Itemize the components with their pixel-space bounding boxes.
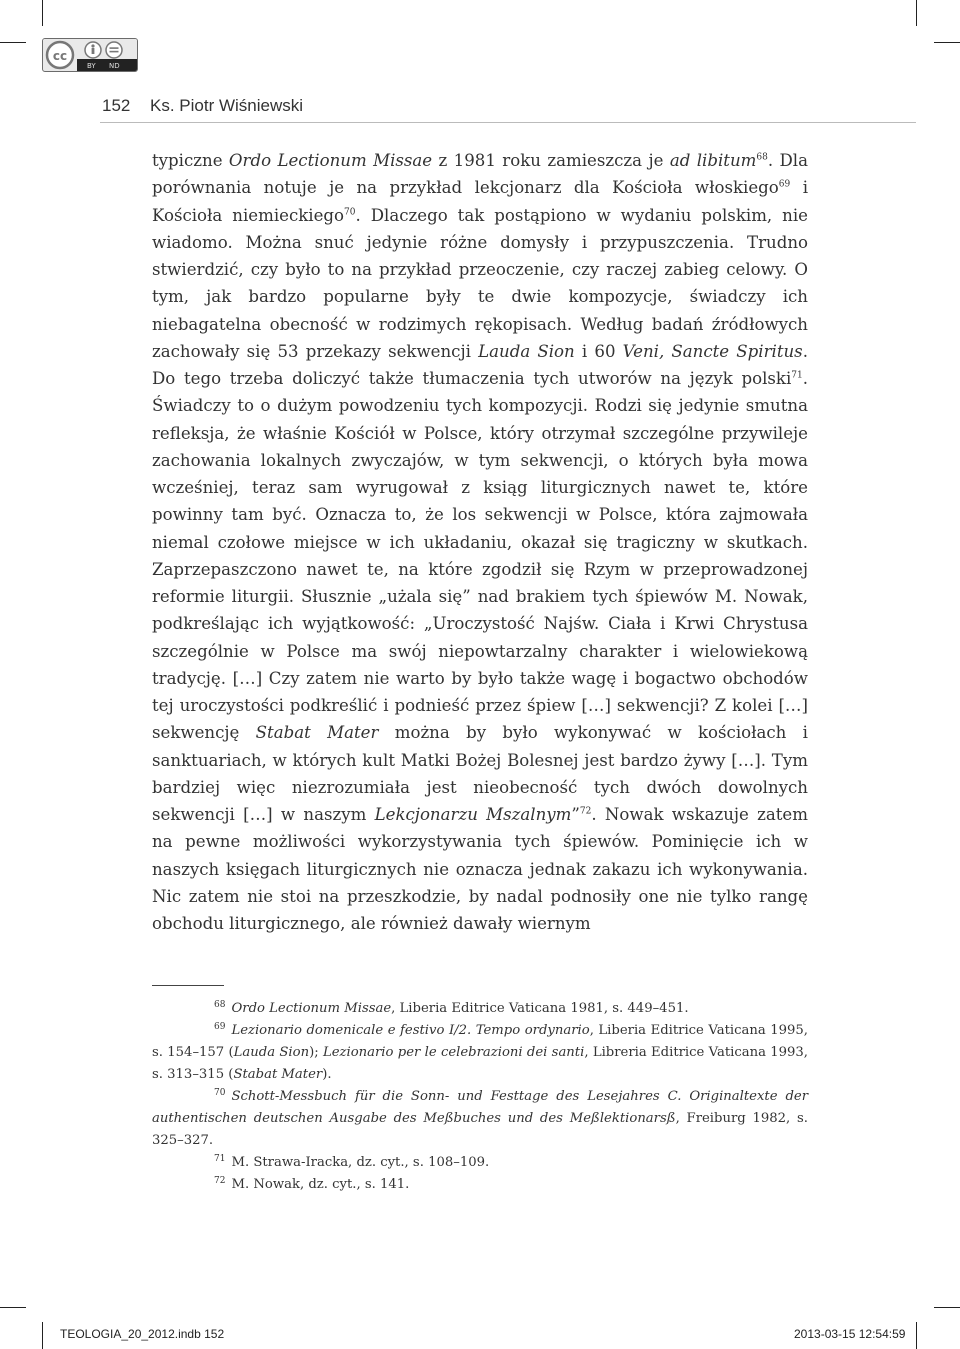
footnote-text: M. Nowak, dz. cyt., s. 141.: [231, 1177, 410, 1192]
footnote-number: 71: [214, 1153, 226, 1164]
footnote-text: , Libreria Editrice Vaticana 1993, s. 313–315 (: [152, 1045, 809, 1082]
footnote-ref-69: 69: [778, 179, 791, 190]
body-text-run: i 60: [574, 341, 623, 361]
footnote-ref-70: 70: [344, 206, 356, 217]
body-italic: Lauda Sion: [478, 341, 575, 361]
footnote-text: , Liberia Editrice Vaticana 1995, s. 154–157 (: [152, 1023, 808, 1060]
footnote-number: 68: [214, 999, 226, 1010]
footnote-69: [152, 1020, 808, 1086]
footnote-text: , Liberia Editrice Vaticana 1981, s. 449–451.: [391, 1001, 689, 1016]
footnote-68: [152, 998, 808, 1020]
crop-mark: [934, 1307, 960, 1308]
crop-mark: [916, 0, 917, 26]
footnote-ref-71: 71: [791, 370, 803, 381]
page-number: 152: [102, 96, 131, 115]
footnote-italic: Lezionario domenicale e festivo I/2. Tempo ordynario: [231, 1023, 590, 1038]
body-text-run: . Świadczy to o dużym powodzeniu tych kompozycji. Rodzi się jedynie smutna refleksja, że właśnie Kościół w Polsce, który otrzymał szczególne przywileje zachowania lokalnych zwyczajów, w tym sekwencji, o których była mowa wcześniej, teraz sam wyrugował z ksiąg liturgicznych nawet te, które powinny tam być. Oznacza to, że los sekwencji w Polsce, która zajmowała niemal czołowe miejsce w ich układaniu, okazał się tragiczny w skutkach. Zaprzepaszczono nawet te, na które zgodził się Rzym w przeprowadzonej reformie liturgii. Słusznie „użala się” nad brakiem tych śpiewów M. Nowak, podkreślając ich wyjątkowość: „Uroczystość Najśw. Ciała i Krwi Chrystusa szczególnie w Polsce ma swój niepowtarzalny charakter i wielowiekową tradycję. […] Czy zatem nie warto by było także wagę i bogactwo obchodów tej uroczystości podkreślić i podnieść przez śpiew […] sekwencji? Z kolei […] sekwencję: [152, 369, 808, 743]
crop-mark: [42, 1322, 43, 1349]
footnote-italic: Stabat Mater: [233, 1067, 323, 1082]
crop-mark: [0, 42, 26, 43]
body-text-run: typiczne: [152, 151, 229, 170]
footnote-72: [152, 1174, 808, 1196]
body-text-run: . Dlaczego tak postąpiono w wydaniu polskim, nie wiadomo. Można snuć jedynie różne domysły i przypuszczenia. Trudno stwierdzić, czy było to na przykład przeoczenie, czy raczej zabieg celowy. O tym, jak bardzo popularne były te dwie kompozycje, świadczy ich niebagatelna obecność w rodzimych rękopisach. Według badań źródłowych zachowały się 53 przekazy sekwencji: [152, 205, 808, 361]
cc-by-label: BY: [87, 62, 96, 70]
body-italic: ad libitum: [669, 151, 757, 170]
cc-nd-label: ND: [109, 62, 120, 70]
crop-mark: [0, 1307, 26, 1308]
footnote-ref-72: 72: [579, 806, 592, 817]
body-paragraph: [152, 147, 808, 937]
footnote-italic: Lezionario per le celebrazioni dei santi: [322, 1045, 585, 1060]
cc-license-badge: [42, 38, 138, 72]
body-italic: Veni, Sancte Spiritus: [622, 341, 803, 361]
body-text-run: . Nowak wskazuje zatem na pewne możliwości wykorzystywania tych śpiewów. Pominięcie ich w naszych księgach liturgicznych nie oznacza jednak zakazu ich wykonywania. Nic zatem nie stoi na przeszkodzie, by nadal podnosiły one nie tylko rangę obchodu liturgicznego, ale również dawały wiernym: [152, 805, 808, 933]
body-text-run: z 1981 roku zamieszcza je: [432, 151, 670, 170]
body-text-run: można by było wykonywać w kościołach i sanktuariach, w których kult Matki Bożej Bolesnej jest bardzo żywy […]. Tym bardziej więc niezrozumiała jest nieobecność tych dwóch dowolnych sekwencji […] w naszym: [152, 723, 808, 824]
imprint-timestamp: 2013-03-15 12:54:59: [794, 1327, 906, 1341]
footnote-number: 69: [214, 1021, 226, 1032]
crop-mark: [916, 1322, 917, 1349]
body-text-run: i Kościoła niemieckiego: [152, 178, 808, 225]
running-header: [102, 96, 303, 116]
header-rule: [100, 122, 916, 123]
footnote-number: 72: [214, 1175, 226, 1186]
footnote-text: );: [309, 1045, 323, 1060]
footnotes: [152, 998, 808, 1196]
footnote-ref-68: 68: [756, 152, 768, 163]
body-italic: Lekcjonarzu Mszalnym: [374, 805, 572, 824]
footnote-71: [152, 1152, 808, 1174]
footnote-text: ).: [322, 1067, 332, 1082]
svg-text:cc: cc: [52, 49, 68, 63]
crop-mark: [934, 42, 960, 43]
footnote-rule: [152, 985, 224, 986]
footnote-number: 70: [214, 1087, 226, 1098]
crop-mark: [42, 0, 43, 26]
footnote-italic: Schott-Messbuch für die Sonn- und Festtage des Lesejahres C. Originaltexte der authentischen deutschen Ausgabe des Meßbuches und des Meßlektionarsß: [152, 1089, 808, 1126]
body-italic: Stabat Mater: [255, 723, 379, 743]
body-italic: Ordo Lectionum Missae: [228, 151, 433, 170]
footnote-70: [152, 1086, 808, 1152]
body-text-run: ”: [571, 805, 580, 824]
footnote-text: , Freiburg 1982, s. 325–327.: [152, 1111, 808, 1148]
footnote-italic: Ordo Lectionum Missae: [231, 1001, 392, 1016]
body-text-run: . Do tego trzeba doliczyć także tłumaczenia tych utworów na język polski: [152, 341, 808, 388]
imprint-filename: TEOLOGIA_20_2012.indb 152: [60, 1327, 225, 1341]
footnote-italic: Lauda Sion: [233, 1045, 310, 1060]
footnote-text: M. Strawa-Iracka, dz. cyt., s. 108–109.: [231, 1155, 490, 1170]
running-head-author: Ks. Piotr Wiśniewski: [150, 96, 304, 115]
body-text-run: . Dla porównania notuje je na przykład lekcjonarz dla Kościoła włoskiego: [152, 151, 809, 198]
